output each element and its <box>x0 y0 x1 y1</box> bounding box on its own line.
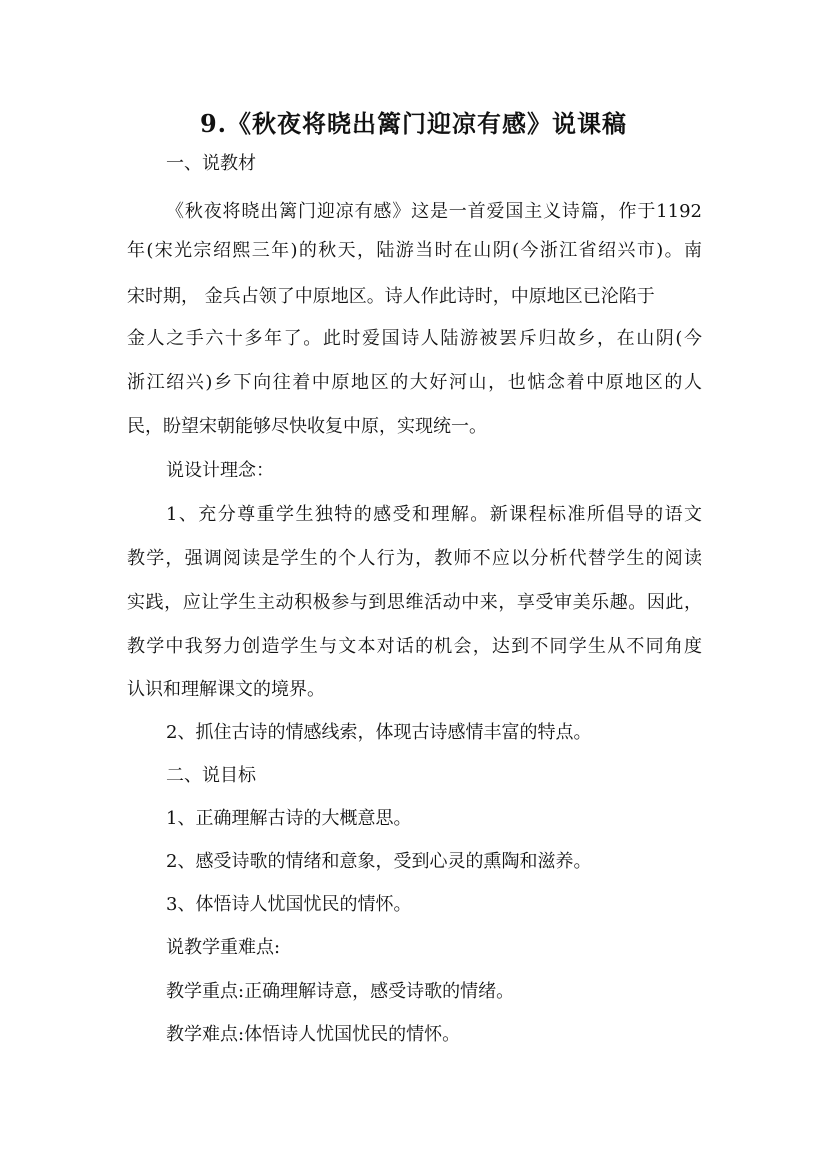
paragraph-line: 教学中我努力创造学生与文本对话的机会，达到不同学生从不同角度 <box>127 636 702 657</box>
paragraph-line: 金人之手六十多年了。此时爱国诗人陆游被罢斥归故乡，在山阴(今 <box>127 328 702 349</box>
section-heading-design: 说设计理念： <box>166 460 274 481</box>
section-heading-key-points: 说教学重难点: <box>166 937 281 958</box>
paragraph-line: 年(宋光宗绍熙三年)的秋天，陆游当时在山阴(今浙江省绍兴市)。南 <box>127 240 702 261</box>
design-point-2: 2、抓住古诗的情感线索，体现古诗感情丰富的特点。 <box>166 722 592 743</box>
objective-3: 3、体悟诗人忧国忧民的情怀。 <box>166 894 412 915</box>
paragraph-line: 教学，强调阅读是学生的个人行为，教师不应以分析代替学生的阅读 <box>127 548 702 569</box>
document-title: 9.《秋夜将晓出篱门迎凉有感》说课稿 <box>199 109 628 138</box>
objective-1: 1、正确理解古诗的大概意思。 <box>166 808 412 829</box>
paragraph-line: 浙江绍兴)乡下向往着中原地区的大好河山，也惦念着中原地区的人 <box>127 372 702 393</box>
paragraph-line: 《秋夜将晓出篱门迎凉有感》这是一首爱国主义诗篇，作于1192 <box>166 201 702 222</box>
teaching-difficulty: 教学难点:体悟诗人忧国忧民的情怀。 <box>166 1024 461 1045</box>
paragraph-line: 认识和理解课文的境界。 <box>127 679 325 700</box>
paragraph-line: 实践，应让学生主动积极参与到思维活动中来，享受审美乐趣。因此， <box>127 592 702 613</box>
section-heading-objectives: 二、说目标 <box>166 765 256 786</box>
paragraph-line: 宋时期， 金兵占领了中原地区。诗人作此诗时，中原地区已沦陷于 <box>127 286 655 307</box>
teaching-key-point: 教学重点:正确理解诗意，感受诗歌的情绪。 <box>166 981 515 1002</box>
paragraph-line: 1、充分尊重学生独特的感受和理解。新课程标准所倡导的语文 <box>166 504 702 525</box>
objective-2: 2、感受诗歌的情绪和意象，受到心灵的熏陶和滋养。 <box>166 851 592 872</box>
section-heading-textbook: 一、说教材 <box>166 153 256 174</box>
paragraph-line: 民，盼望宋朝能够尽快收复中原，实现统一。 <box>127 416 487 437</box>
